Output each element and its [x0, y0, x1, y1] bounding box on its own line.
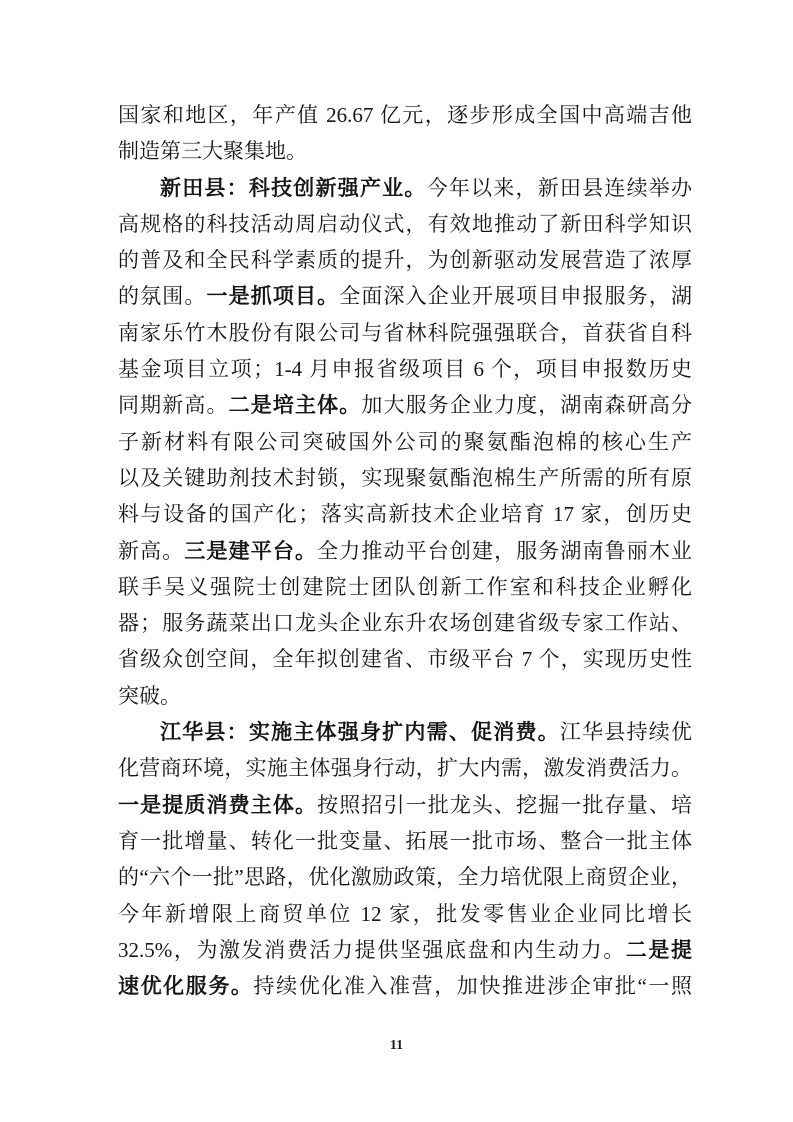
text-run: 江华县持续优 — [559, 720, 693, 745]
text-run: 的普及和全民科学素质的提升，为创新驱动发展营造了浓厚 — [118, 248, 692, 273]
bold-text-run: 三是建平台。 — [184, 538, 318, 563]
text-run: 南家乐竹木股份有限公司与省林科院强强联合，首获省自科 — [118, 320, 692, 345]
text-run: 全力推动平台创建，服务湖南鲁丽木业 — [317, 538, 693, 563]
text-run: 联手吴义强院士创建院士团队创新工作室和科技企业孵化 — [118, 574, 692, 599]
text-run: 32.5%，为激发消费活力提供坚强底盘和内生动力。 — [118, 937, 626, 962]
text-line — [118, 387, 692, 423]
text-run: 制造第三大聚集地。 — [118, 139, 307, 164]
text-run: 化营商环境，实施主体强身行动，扩大内需，激发消费活力。 — [118, 756, 692, 781]
text-line — [118, 278, 692, 314]
text-line — [118, 242, 692, 278]
text-line — [118, 569, 692, 605]
text-line — [118, 315, 692, 351]
text-run: 持续优化准入准营，加快推进涉企审批“一照 — [253, 974, 693, 999]
text-run: 料与设备的国产化；落实高新技术企业培育 17 家，创历史 — [118, 502, 692, 527]
text-line — [118, 968, 692, 1004]
text-line — [118, 170, 692, 206]
text-run: 高规格的科技活动周启动仪式，有效地推动了新田科学知识 — [118, 211, 692, 236]
text-run: 国家和地区，年产值 26.67 亿元，逐步形成全国中高端吉他 — [118, 103, 692, 127]
text-run: 同期新高。 — [118, 393, 229, 418]
text-run: 省级众创空间，全年拟创建省、市级平台 7 个，实现历史性 — [118, 647, 692, 672]
text-line — [118, 496, 692, 532]
text-line — [118, 605, 692, 641]
text-run: 按照招引一批龙头、挖掘一批存量、培 — [317, 792, 693, 817]
text-run: 基金项目立项；1-4 月申报省级项目 6 个，项目申报数历史 — [118, 357, 692, 382]
text-run: 的“六个一批”思路，优化激励政策，全力培优限上商贸企业， — [118, 865, 692, 890]
bold-text-run: 一是抓项目。 — [206, 284, 340, 309]
text-line — [118, 823, 692, 859]
text-run: 今年以来，新田县连续举办 — [426, 175, 692, 200]
text-run: 器；服务蔬菜出口龙头企业东升农场创建省级专家工作站、 — [118, 611, 692, 636]
text-line — [118, 932, 692, 968]
text-run: 育一批增量、转化一批变量、拓展一批市场、整合一批主体 — [118, 828, 692, 853]
text-line — [118, 533, 692, 569]
text-line — [118, 351, 692, 387]
text-run: 加大服务企业力度，湖南森研高分 — [361, 393, 693, 418]
text-line — [118, 787, 692, 823]
page-body-text — [118, 97, 692, 1009]
text-line — [118, 714, 692, 750]
text-line — [118, 859, 692, 895]
text-run: 全面深入企业开展项目申报服务，湖 — [339, 284, 693, 309]
text-line — [118, 641, 692, 677]
bold-text-run: 二是提 — [625, 937, 692, 962]
text-line — [118, 460, 692, 496]
bold-text-run: 一是提质消费主体。 — [118, 792, 318, 817]
text-line — [118, 424, 692, 460]
text-run: 新高。 — [118, 538, 185, 563]
text-run: 突破。 — [118, 683, 181, 708]
text-run: 今年新增限上商贸单位 12 家，批发零售业企业同比增长 — [118, 901, 692, 926]
page-number: 11 — [389, 1038, 404, 1053]
bold-text-run: 江华县：实施主体强身扩内需、促消费。 — [160, 720, 560, 745]
text-line — [118, 896, 692, 932]
bold-text-run: 二是培主体。 — [228, 393, 362, 418]
text-line — [118, 750, 692, 786]
text-line — [118, 678, 692, 714]
text-run: 以及关键助剂技术封锁，实现聚氨酯泡棉生产所需的所有原 — [118, 465, 692, 490]
text-line — [118, 206, 692, 242]
text-line — [118, 97, 692, 133]
text-run: 子新材料有限公司突破国外公司的聚氨酯泡棉的核心生产 — [118, 429, 692, 454]
bold-text-run: 速优化服务。 — [118, 974, 254, 999]
bold-text-run: 新田县：科技创新强产业。 — [160, 175, 427, 200]
text-line — [118, 133, 692, 169]
text-run: 的氛围。 — [118, 284, 207, 309]
